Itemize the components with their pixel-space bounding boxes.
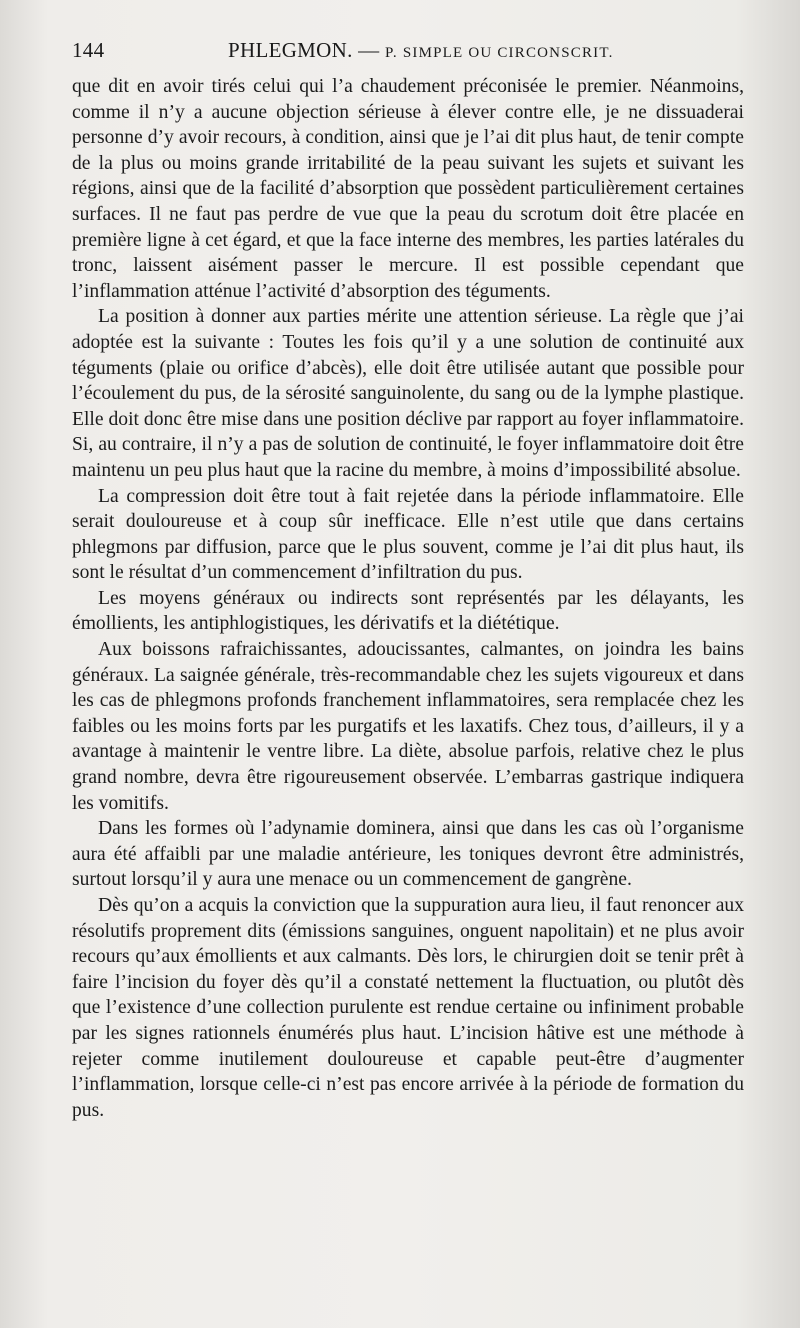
paragraph: Dès qu’on a acquis la conviction que la suppuration aura lieu, il faut renoncer aux résolutifs proprement dits (émissions sanguines, onguent napolitain) et ne plus avoir recours qu’aux émollients et aux calmants. Dès lors, le chirurgien doit se tenir prêt à faire l’incision du foyer dès qu’il a constaté nettement la fluctuation, ou plutôt dès que l’existence d’une collection purulente est rendue certaine ou infiniment probable par les signes rationnels énumérés plus haut. L’incision hâtive est une méthode à rejeter comme inutilement douloureuse et capable peut-être d’augmenter l’inflammation, lorsque celle-ci n’est pas encore arrivée à la période de formation du pus. (72, 895, 744, 1121)
paragraph: Dans les formes où l’adynamie dominera, ainsi que dans les cas où l’organisme aura été affaibli par une maladie antérieure, les toniques devront être administrés, surtout lorsqu’il y aura une menace ou un commencement de gangrène. (72, 818, 744, 891)
body-text (72, 74, 744, 1123)
paragraph: Aux boissons rafraichissantes, adoucissantes, calmantes, on joindra les bains généraux. La saignée générale, très-recommandable chez les sujets vigoureux et dans les cas de phlegmons profonds franchement inflammatoires, sera remplacée chez les faibles ou les moins forts par les purgatifs et les laxatifs. Chez tous, d’ailleurs, il y a avantage à maintenir le ventre libre. La diète, absolue parfois, relative chez le plus grand nombre, devra être rigoureusement observée. L’embarras gastrique indiquera les vomitifs. (72, 639, 744, 814)
paragraph: La compression doit être tout à fait rejetée dans la période inflammatoire. Elle serait douloureuse et à coup sûr inefficace. Elle n’est utile que dans certains phlegmons par diffusion, parce que le plus souvent, comme je l’ai dit plus haut, ils sont le résultat d’un commencement d’infiltration du pus. (72, 485, 744, 584)
running-header (72, 38, 744, 68)
paragraph-continued: que dit en avoir tirés celui qui l’a chaudement préconisée le premier. Néanmoins, comme il n’y a aucune objection sérieuse à élever contre elle, je ne dissuaderai personne d’y avoir recours, à condition, ainsi que je l’ai dit plus haut, de tenir compte de la plus ou moins grande irritabilité de la peau suivant les sujets et suivant les régions, ainsi que de la facilité d’absorption que possèdent particulièrement certaines surfaces. Il ne faut pas perdre de vue que la peau du scrotum doit être placée en première ligne à cet égard, et que la face interne des membres, les parties latérales du tronc, laissent aisément passer le mercure. Il est possible cependant que l’inflammation atténue l’activité d’absorption des téguments. (72, 76, 744, 302)
running-title (228, 38, 614, 63)
page-number: 144 (72, 38, 105, 62)
running-title-subtitle: P. SIMPLE OU CIRCONSCRIT. (385, 45, 614, 61)
running-title-main: PHLEGMON. — (228, 38, 380, 62)
paragraph: Les moyens généraux ou indirects sont représentés par les délayants, les émollients, les antiphlogistiques, les dérivatifs et la diététique. (72, 587, 744, 635)
paragraph: La position à donner aux parties mérite une attention sérieuse. La règle que j’ai adoptée est la suivante : Toutes les fois qu’il y a une solution de continuité aux téguments (plaie ou orifice d’abcès), elle doit être utilisée autant que possible pour l’écoulement du pus, de la sérosité sanguinolente, du sang ou de la lymphe plastique. Elle doit donc être mise dans une position déclive par rapport au foyer inflammatoire. Si, au contraire, il n’y a pas de solution de continuité, le foyer inflammatoire doit être maintenu un peu plus haut que la racine du membre, à moins d’impossibilité absolue. (72, 306, 744, 481)
